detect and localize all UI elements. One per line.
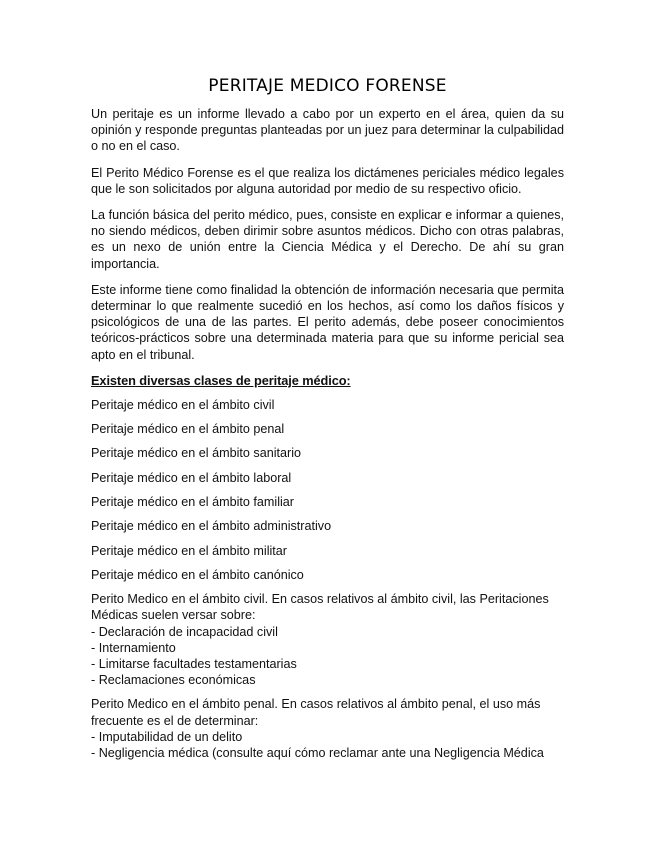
civil-line: - Declaración de incapacidad civil: [91, 624, 278, 639]
list-item: Peritaje médico en el ámbito familiar: [91, 495, 294, 510]
list-item: Peritaje médico en el ámbito sanitario: [91, 446, 302, 461]
document-title: PERITAJE MEDICO FORENSE: [208, 76, 447, 96]
types-heading: Existen diversas clases de peritaje médico:: [91, 372, 351, 388]
paragraph-definition: Un peritaje es un informe llevado a cabo por un experto en el área, quien da su opinión y responde preguntas planteadas por un juez para determinar la culpabilidad o no en el caso.: [91, 107, 564, 154]
list-item: Peritaje médico en el ámbito civil: [91, 397, 275, 412]
types-list: [91, 397, 564, 583]
paragraph-finalidad: Este informe tiene como finalidad la obtención de información necesaria que permita determinar lo que realmente sucedió en los hechos, así como los daños físicos y psicológicos de una de las partes. El perito además, debe poseer conocimientos teóricos-prácticos sobre una determinada materia para que su informe pericial sea apto en el tribunal.: [91, 282, 564, 362]
penal-line: Perito Medico en el ámbito penal. En casos relativos al ámbito penal, el uso más: [91, 697, 541, 712]
penal-line: frecuente es el de determinar:: [91, 713, 259, 728]
penal-line: - Imputabilidad de un delito: [91, 729, 243, 744]
penal-line: - Negligencia médica (consulte aquí cómo reclamar ante una Negligencia Médica: [91, 746, 544, 761]
civil-line: - Limitarse facultades testamentarias: [91, 657, 297, 672]
civil-line: - Internamiento: [91, 640, 176, 655]
list-item: Peritaje médico en el ámbito militar: [91, 543, 287, 558]
list-item: Peritaje médico en el ámbito penal: [91, 422, 285, 437]
civil-line: Perito Medico en el ámbito civil. En casos relativos al ámbito civil, las Peritaciones: [91, 592, 549, 607]
paragraph-funcion-basica: La función básica del perito médico, pues, consiste en explicar e informar a quienes, no siendo médicos, deben dirimir sobre asuntos médicos. Dicho con otras palabras, es un nexo de unión entre la Ciencia Médica y el Derecho. De ahí su gran importancia.: [91, 208, 564, 271]
civil-section: [91, 591, 564, 688]
list-item: Peritaje médico en el ámbito administrativo: [91, 519, 332, 534]
civil-line: - Reclamaciones económicas: [91, 673, 256, 688]
paragraph-perito-forense: El Perito Médico Forense es el que realiza los dictámenes periciales médico legales que le son solicitados por alguna autoridad por medio de su respectivo oficio.: [91, 165, 564, 196]
civil-line: Médicas suelen versar sobre:: [91, 608, 256, 623]
list-item: Peritaje médico en el ámbito laboral: [91, 470, 292, 485]
list-item: Peritaje médico en el ámbito canónico: [91, 567, 304, 582]
penal-section: [91, 696, 564, 761]
